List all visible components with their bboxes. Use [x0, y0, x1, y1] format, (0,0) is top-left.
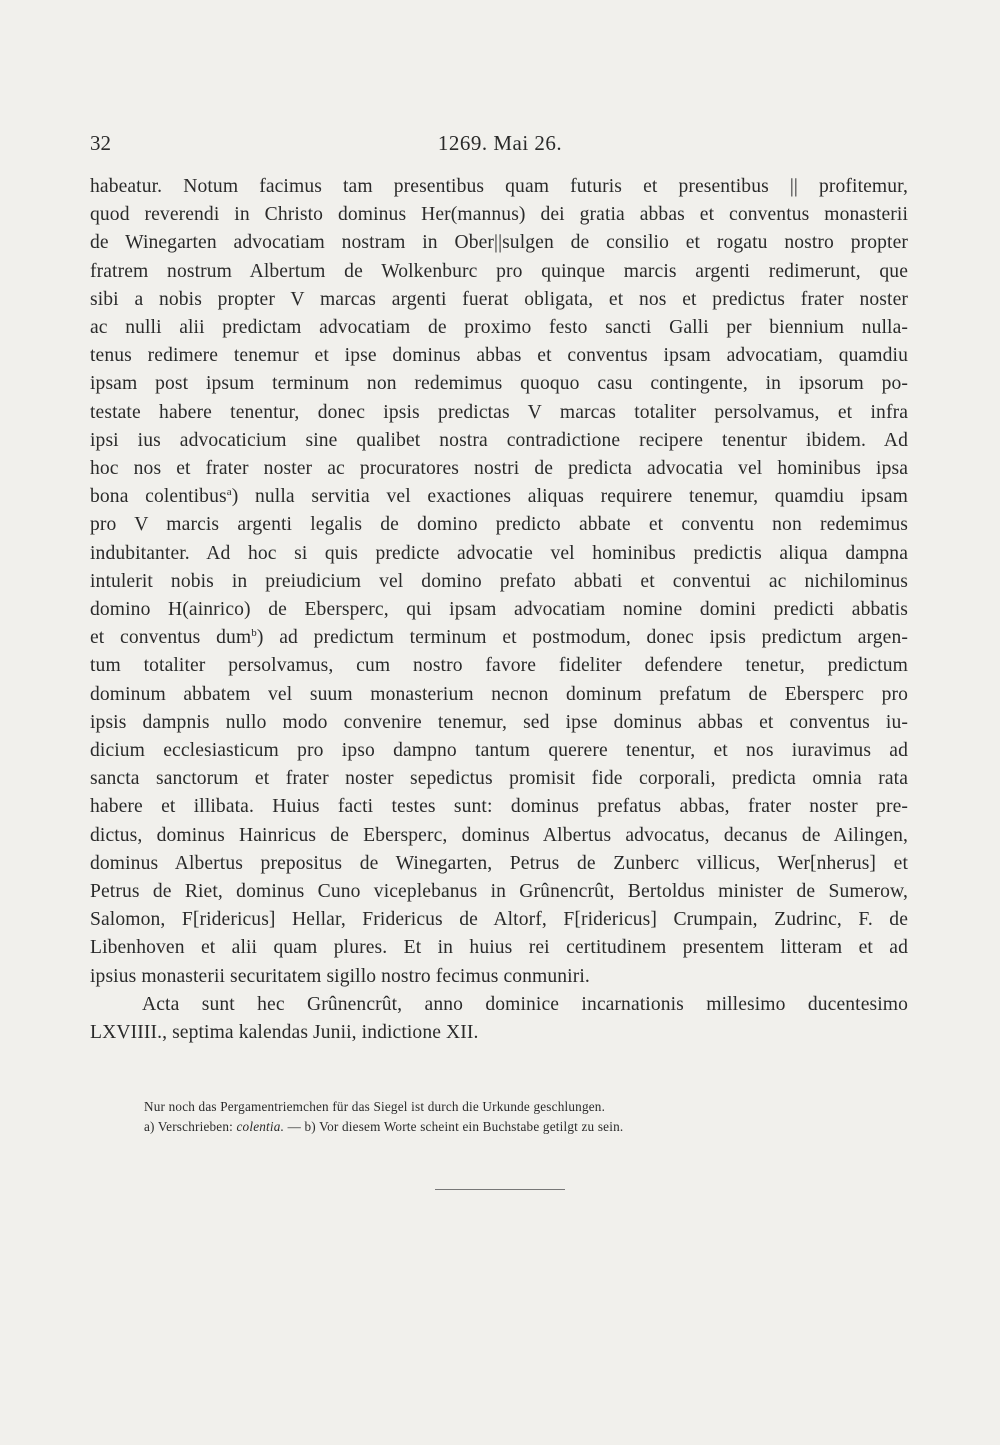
- page-number: 32: [90, 131, 111, 155]
- text-line: dominus Albertus prepositus de Winegarten, Petrus de Zunberc villicus, Wer[nherus] et: [90, 852, 908, 874]
- text-line: ipsius monasterii securitatem sigillo nostro fecimus conmuniri.: [90, 965, 590, 987]
- text-line: dominum abbatem vel suum monasterium necnon dominum prefatum de Ebersperc pro: [90, 683, 908, 705]
- end-rule: [435, 1189, 565, 1190]
- text-line: de Winegarten advocatiam nostram in Ober||sulgen de consilio et rogatu nostro propter: [90, 232, 908, 254]
- text-segment: et conventus dum: [90, 627, 252, 649]
- charter-text: [90, 173, 908, 1047]
- text-segment: ) ad predictum terminum et postmodum, donec ipsis predictum argen-: [256, 627, 908, 649]
- text-line: Salomon, F[ridericus] Hellar, Fridericus de Altorf, F[ridericus] Crumpain, Zudrinc, F. de: [90, 909, 908, 931]
- text-line: ipsam post ipsum terminum non redemimus quoquo casu contingente, in ipsorum po-: [90, 373, 908, 395]
- text-line: dicium ecclesiasticum pro ipso dampno tantum querere tenentur, et nos iuravimus ad: [90, 740, 908, 762]
- text-line: tenus redimere tenemur et ipse dominus abbas et conventus ipsam advocatiam, quamdiu: [90, 345, 908, 367]
- text-line: ipsis dampnis nullo modo convenire tenemur, sed ipse dominus abbas et conventus iu-: [90, 711, 908, 733]
- text-line: sibi a nobis propter V marcas argenti fuerat obligata, et nos et predictus frater noster: [90, 288, 908, 310]
- footnote-a-word: colentia.: [236, 1119, 285, 1134]
- footnote-marker: a: [226, 486, 232, 499]
- footnote-marker: b: [251, 627, 257, 640]
- footnote-ab: [144, 1117, 784, 1137]
- text-line: sancta sanctorum et frater noster sepedictus promisit fide corporali, predicta omnia rata: [90, 768, 908, 790]
- text-line: quod reverendi in Christo dominus Her(mannus) dei gratia abbas et conventus monasterii: [90, 204, 908, 226]
- text-line: Petrus de Riet, dominus Cuno viceplebanus in Grûnencrût, Bertoldus minister de Sumerow,: [90, 881, 908, 903]
- text-line: tum totaliter persolvamus, cum nostro favore fideliter defendere tenetur, predictum: [90, 655, 908, 677]
- running-head: 1269. Mai 26.: [437, 131, 563, 155]
- text-line: testate habere tenentur, donec ipsis predictas V marcas totaliter persolvamus, et infra: [90, 401, 908, 423]
- text-line: dictus, dominus Hainricus de Ebersperc, dominus Albertus advocatus, decanus de Ailingen,: [90, 824, 908, 846]
- text-line: [90, 483, 908, 511]
- seal-note: Nur noch das Pergamentriemchen für das Siegel ist durch die Urkunde geschlungen.: [144, 1099, 606, 1114]
- text-line: pro V marcis argenti legalis de domino predicto abbate et conventu non redemimus: [90, 514, 908, 536]
- text-line: Libenhoven et alii quam plures. Et in huius rei certitudinem presentem litteram et ad: [90, 937, 908, 959]
- text-line: LXVIIII., septima kalendas Junii, indictione XII.: [90, 1022, 479, 1044]
- footnote-b: — b) Vor diesem Worte scheint ein Buchstabe getilgt zu sein.: [284, 1119, 624, 1134]
- text-line: [90, 624, 908, 652]
- text-segment: bona colentibus: [90, 486, 227, 508]
- footnote-a-prefix: a) Verschrieben:: [144, 1119, 237, 1134]
- text-line: hoc nos et frater noster ac procuratores nostri de predicta advocatia vel hominibus ipsa: [90, 458, 908, 480]
- text-line: Acta sunt hec Grûnencrût, anno dominice incarnationis millesimo ducentesimo: [142, 993, 908, 1015]
- footnotes: [144, 1097, 784, 1137]
- text-line: ac nulli alii predictam advocatiam de proximo festo sancti Galli per biennium nulla-: [90, 317, 908, 339]
- text-line: indubitanter. Ad hoc si quis predicte advocatie vel hominibus predictis aliqua dampna: [90, 542, 908, 564]
- charter-paragraph-dating: [90, 991, 908, 1047]
- text-line: intulerit nobis in preiudicium vel domino prefato abbati et conventui ac nichilominus: [90, 570, 908, 592]
- charter-paragraph-main: [90, 173, 908, 991]
- page-header: [90, 131, 910, 161]
- text-line: fratrem nostrum Albertum de Wolkenburc pro quinque marcis argenti redimerunt, que: [90, 260, 908, 282]
- text-line: habere et illibata. Huius facti testes sunt: dominus prefatus abbas, frater noster pre-: [90, 796, 908, 818]
- text-line: habeatur. Notum facimus tam presentibus quam futuris et presentibus || profitemur,: [90, 176, 908, 197]
- text-segment: ) nulla servitia vel exactiones aliquas requirere tenemur, quamdiu ipsam: [231, 486, 909, 508]
- text-line: domino H(ainrico) de Ebersperc, qui ipsam advocatiam nomine domini predicti abbatis: [90, 599, 908, 621]
- text-line: ipsi ius advocaticium sine qualibet nostra contradictione recipere tenentur ibidem. Ad: [90, 429, 908, 451]
